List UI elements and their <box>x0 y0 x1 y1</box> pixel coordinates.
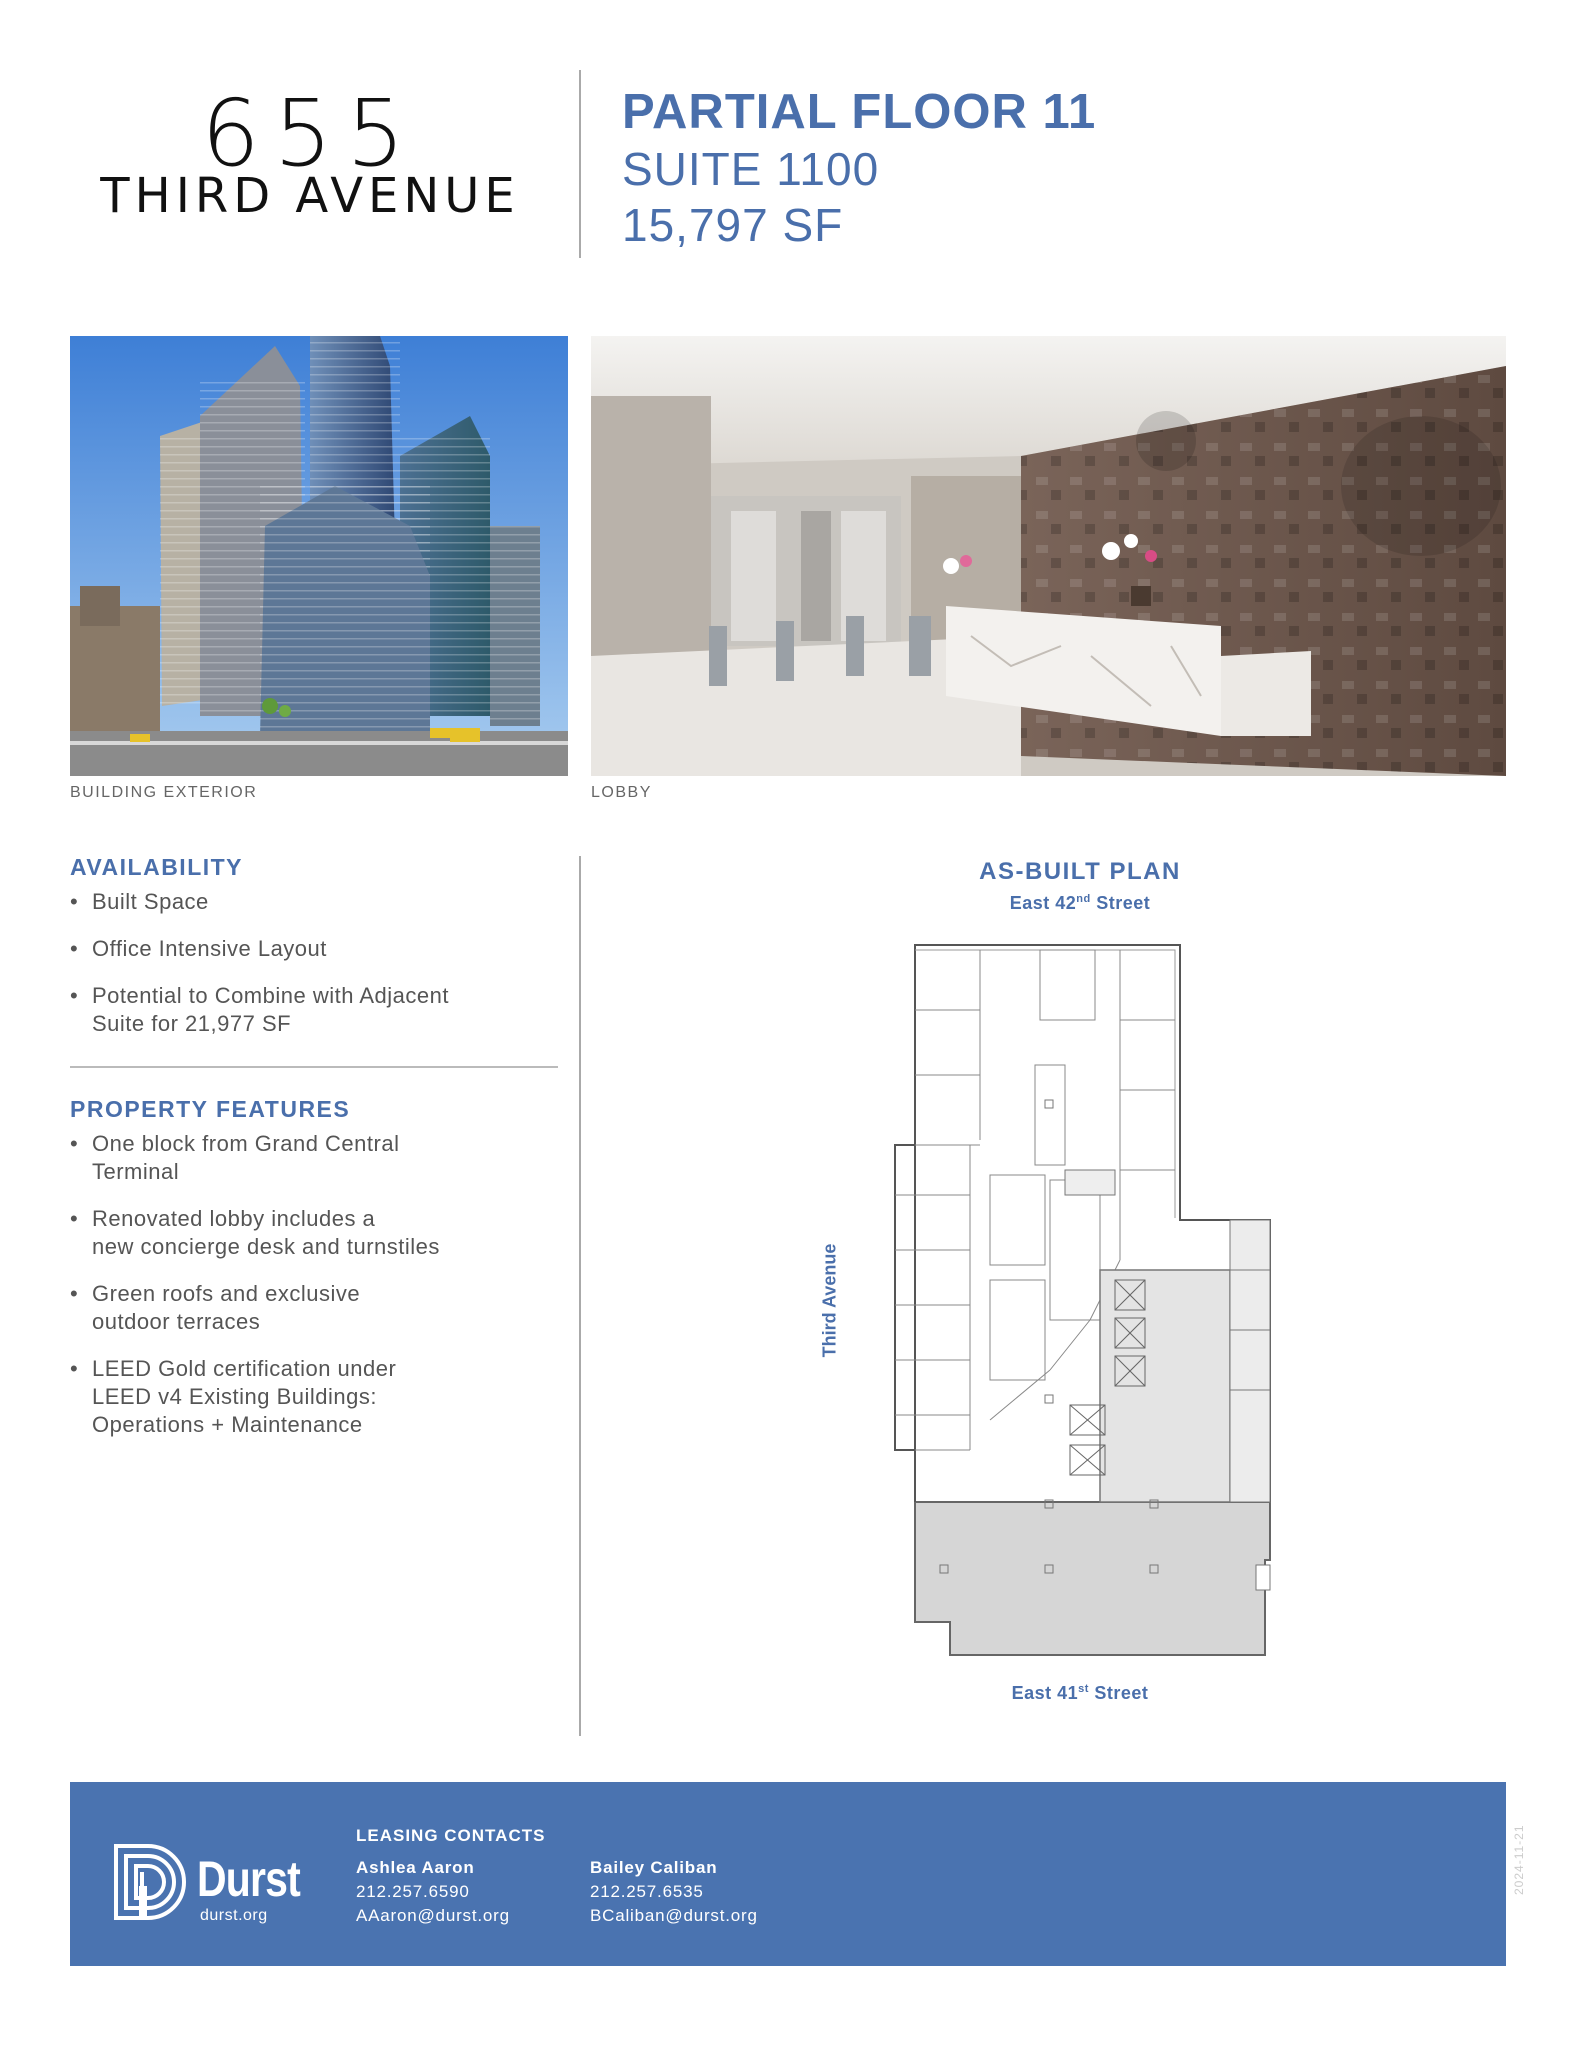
address-street: THIRD AVENUE <box>100 168 520 224</box>
north-street-label: East 42nd Street <box>1009 893 1151 913</box>
floor-plan <box>890 940 1280 1660</box>
contact-phone[interactable]: 212.257.6590 <box>356 1882 470 1901</box>
lobby-caption: LOBBY <box>591 784 652 801</box>
leasing-contacts-heading: LEASING CONTACTS <box>356 1826 546 1845</box>
availability-heading: AVAILABILITY <box>70 854 244 880</box>
property-features-heading: PROPERTY FEATURES <box>70 1096 351 1122</box>
list-item: • Renovated lobby includes a new concierge desk and turnstiles <box>70 1205 558 1261</box>
south-street-label: East 41st Street <box>1011 1683 1149 1703</box>
address-number: 655 <box>201 80 419 187</box>
building-exterior-photo <box>70 336 568 776</box>
contact-name: Ashlea Aaron <box>356 1858 475 1877</box>
square-footage: 15,797 SF <box>622 199 844 251</box>
suite-number: SUITE 1100 <box>622 143 880 195</box>
list-item: • Potential to Combine with Adjacent Suite for 21,977 SF <box>70 982 558 1038</box>
contact-card <box>590 1858 758 1926</box>
list-item: • Built Space <box>70 888 558 916</box>
exterior-caption: BUILDING EXTERIOR <box>70 784 258 801</box>
durst-logo-icon[interactable] <box>112 1842 196 1922</box>
list-item: • One block from Grand Central Terminal <box>70 1130 558 1186</box>
list-item: • Green roofs and exclusive outdoor terraces <box>70 1280 558 1336</box>
header-divider <box>579 70 581 258</box>
section-divider <box>70 1066 558 1068</box>
west-street-label: Third Avenue <box>819 1243 840 1358</box>
column-divider <box>579 856 581 1736</box>
logo-wordmark: Durst <box>197 1851 300 1907</box>
contact-card <box>356 1858 510 1926</box>
contact-email[interactable]: AAaron@durst.org <box>356 1906 510 1925</box>
list-item: • Office Intensive Layout <box>70 935 558 963</box>
plan-heading: AS-BUILT PLAN <box>979 858 1181 885</box>
property-features-list <box>70 1130 558 1458</box>
date-stamp: 2024-11-21 <box>1512 1824 1526 1895</box>
availability-list <box>70 888 558 1057</box>
floor-title: PARTIAL FLOOR 11 <box>622 85 1097 139</box>
lobby-photo <box>591 336 1506 776</box>
contact-name: Bailey Caliban <box>590 1858 718 1877</box>
logo-url[interactable]: durst.org <box>200 1907 268 1924</box>
list-item: • LEED Gold certification under LEED v4 Existing Buildings: Operations + Maintenance <box>70 1355 558 1439</box>
contact-email[interactable]: BCaliban@durst.org <box>590 1906 758 1925</box>
contact-phone[interactable]: 212.257.6535 <box>590 1882 704 1901</box>
